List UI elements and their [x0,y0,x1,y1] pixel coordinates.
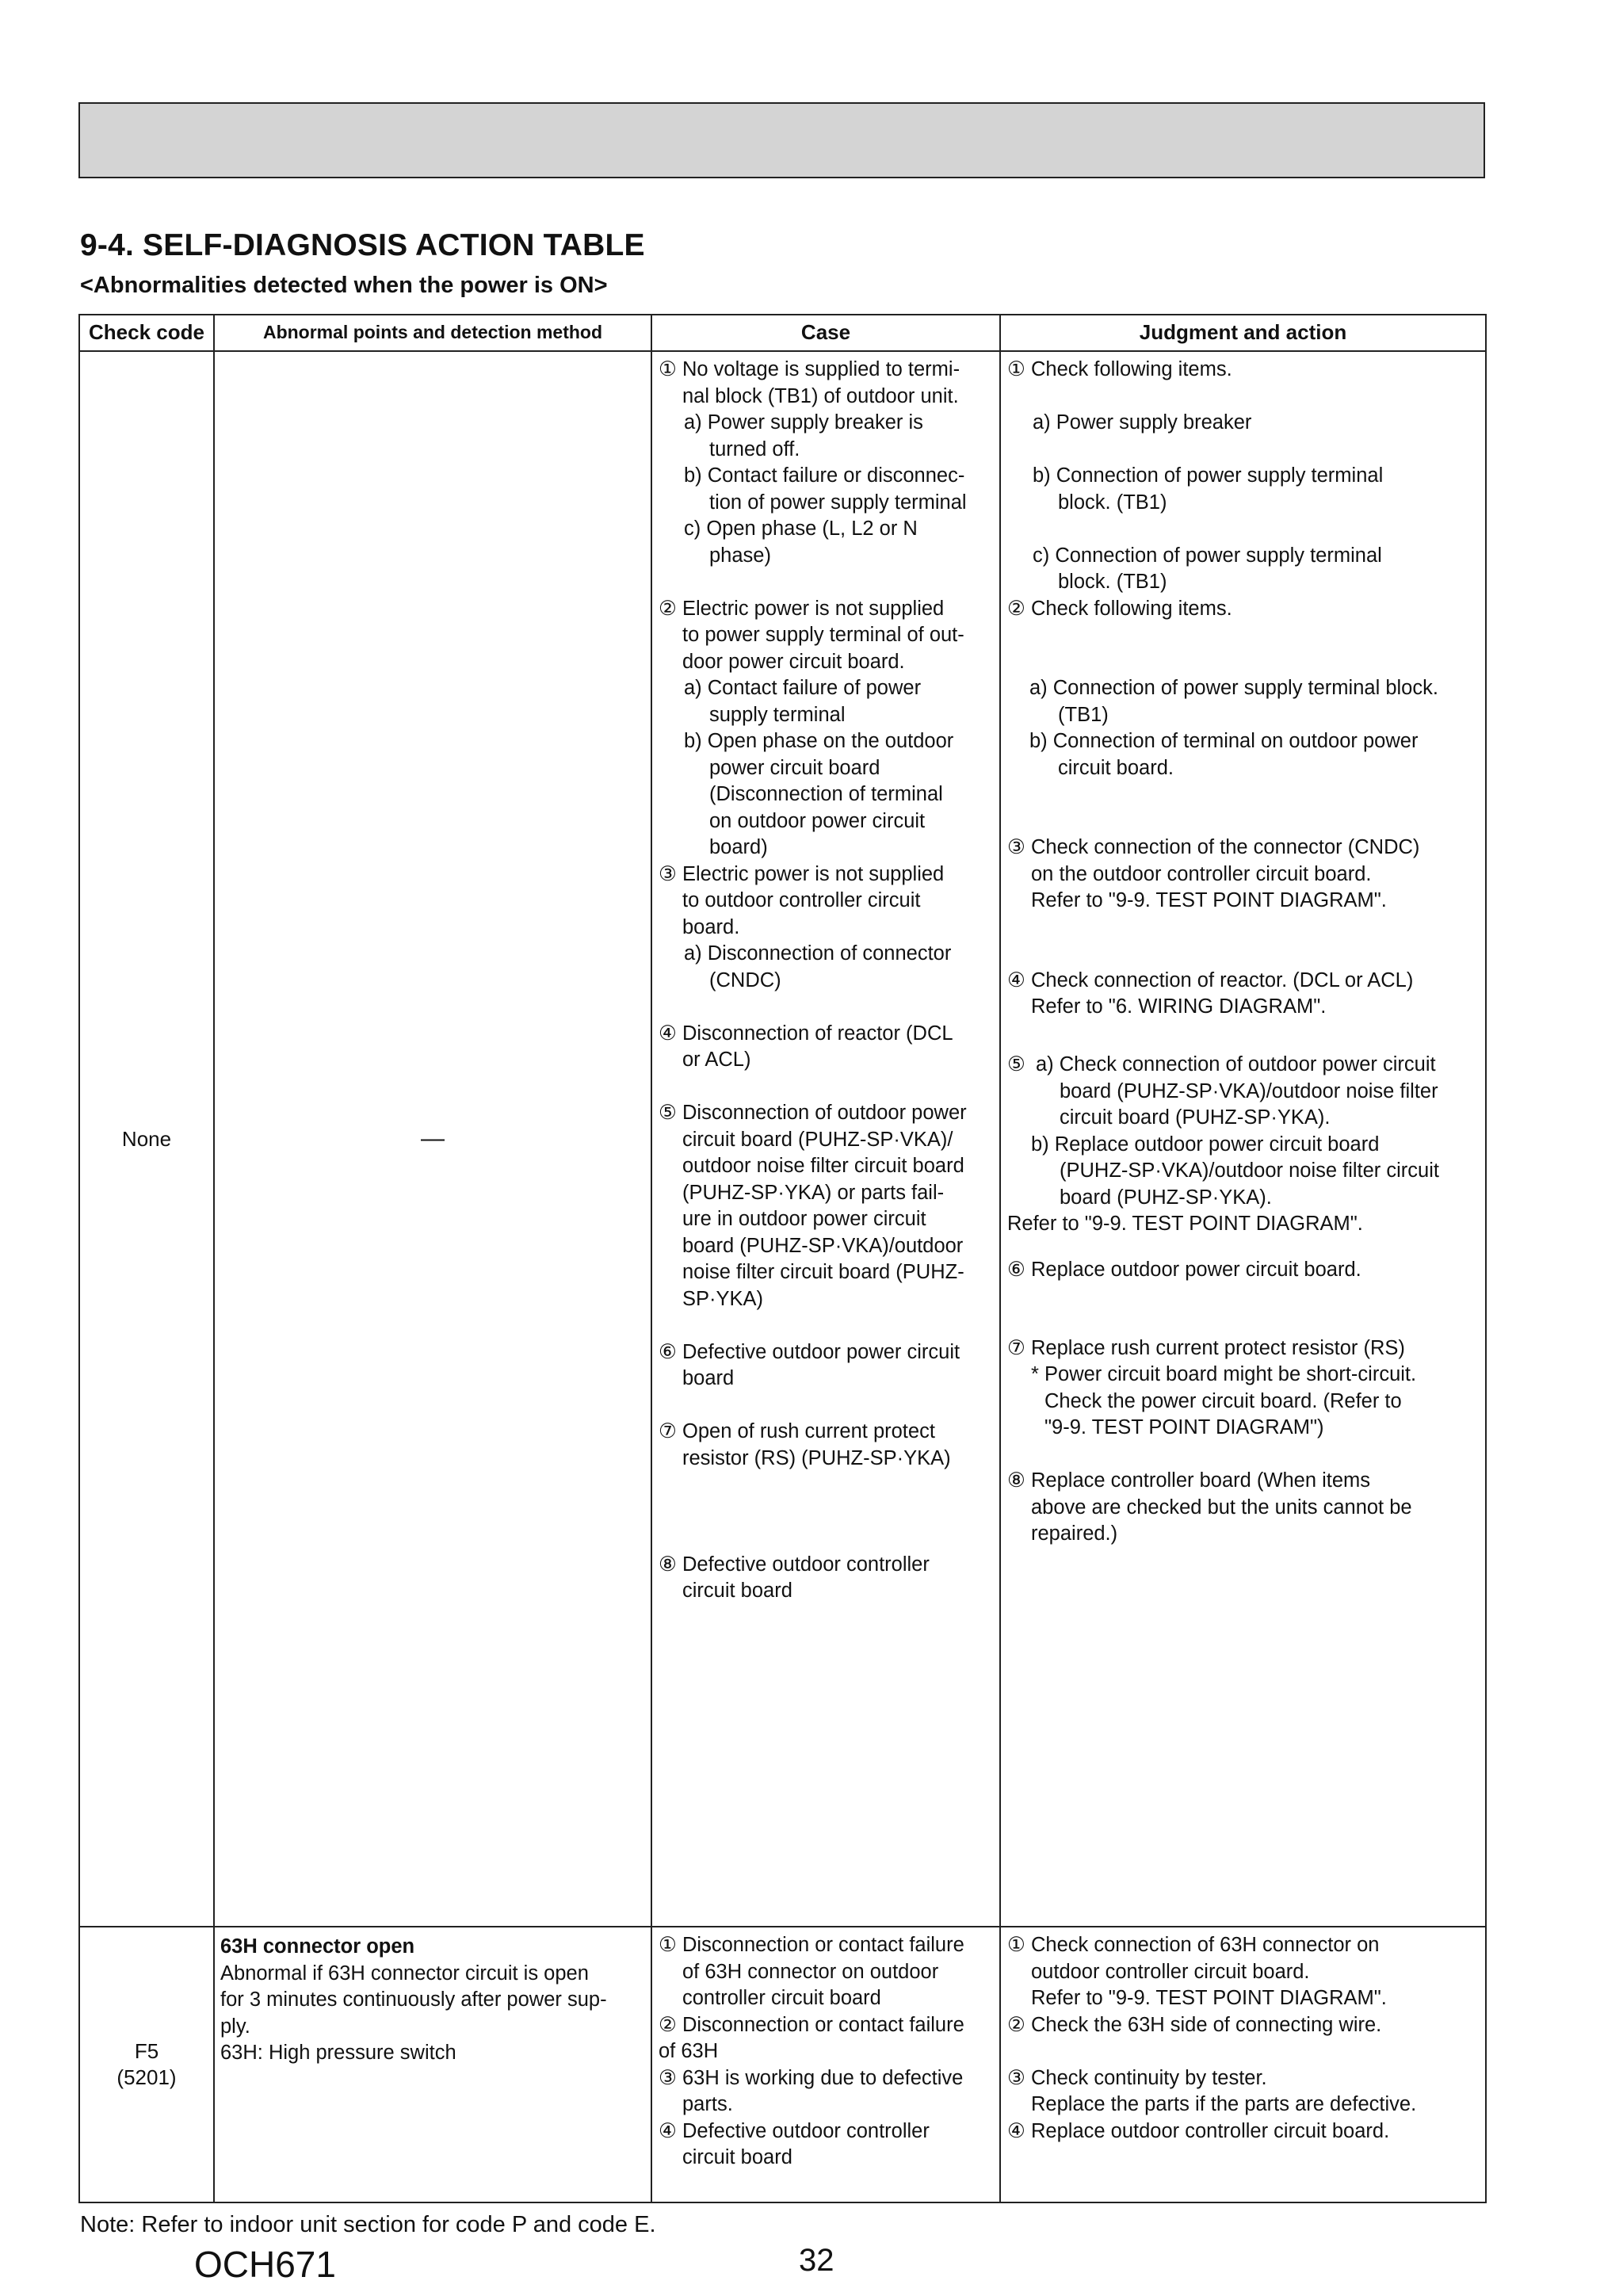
case-line: (PUHZ-SP·YKA) or parts fail- [682,1181,945,1204]
judgment-line: board (PUHZ-SP·YKA). [1060,1186,1272,1209]
judgment-line: c) Connection of power supply terminal [1033,544,1382,567]
case-line: c) Open phase (L, L2 or N [684,518,918,540]
case-item [659,1419,996,1472]
judgment-line: on the outdoor controller circuit board. [1031,862,1372,885]
judgment-item [1007,1257,1482,1284]
judgment-number: ⑦ [1007,1336,1025,1359]
judgment-number: ① [1007,1934,1025,1956]
case-line: Disconnection or contact failure [682,1934,964,1956]
abnormal-title: 63H connector open [220,1935,415,1958]
judgment-line: circuit board. [1058,756,1174,779]
case-line: circuit board (PUHZ-SP·VKA)/ [682,1128,953,1151]
case-cell [651,351,1000,1927]
table-row-f5 [79,1927,1486,2202]
judgment-line: (TB1) [1058,703,1109,726]
judgment-line: board (PUHZ-SP·VKA)/outdoor noise filter [1060,1079,1438,1102]
case-line: supply terminal [709,703,846,726]
case-number: ④ [659,2119,677,2142]
case-line: board. [682,915,740,938]
judgment-line: circuit board (PUHZ-SP·YKA). [1060,1106,1331,1129]
judgment-line: a) Power supply breaker [1033,411,1252,434]
case-subitem [659,516,996,569]
case-line: of 63H [659,2040,719,2062]
table-row-none [79,351,1486,1927]
judgment-item [1007,2065,1482,2118]
case-number: ① [659,1934,677,1956]
case-line: Electric power is not supplied [682,597,945,620]
case-number: ⑥ [659,1340,677,1363]
judgment-line: block. (TB1) [1058,491,1167,514]
case-item [659,2065,996,2118]
judgment-line: Check following items. [1031,597,1232,620]
abnormal-line: for 3 minutes continuously after power sup- [220,1988,607,2011]
case-item [659,2012,996,2065]
judgment-item [1007,1335,1482,1362]
judgment-subitem [1007,410,1482,437]
judgment-subitem [1007,1132,1482,1212]
footnote: Note: Refer to indoor unit section for code P and code E. [80,2212,656,2237]
judgment-item [1007,1468,1482,1548]
judgment-item [1007,1052,1482,1132]
case-line: controller circuit board [682,1987,881,2009]
case-item [659,861,996,942]
judgment-line: Check following items. [1031,358,1232,380]
judgment-line: block. (TB1) [1058,571,1167,593]
check-code-cell [79,351,214,1927]
case-item [659,1339,996,1392]
judgment-cell [1000,1927,1486,2202]
case-line: Disconnection of outdoor power [682,1102,967,1124]
case-line: Defective outdoor controller [682,1553,930,1576]
case-number: ② [659,597,677,620]
case-line: a) Contact failure of power [684,677,922,699]
judgment-line: a) Check connection of outdoor power circuit [1036,1053,1436,1075]
case-subitem [659,941,996,994]
case-line: Electric power is not supplied [682,862,945,885]
judgment-line: (PUHZ-SP·VKA)/outdoor noise filter circuit [1060,1159,1439,1182]
judgment-item [1007,1932,1482,2012]
judgment-line: above are checked but the units cannot be [1031,1496,1412,1519]
case-line: or ACL) [682,1049,751,1071]
check-code-cell [79,1927,214,2202]
case-line: b) Open phase on the outdoor [684,730,954,752]
case-line: resistor (RS) (PUHZ-SP·YKA) [682,1446,951,1469]
judgment-line: Replace rush current protect resistor (RS) [1031,1336,1405,1359]
check-code-sub: (5201) [116,2065,177,2089]
judgment-line: outdoor controller circuit board. [1031,1960,1310,1983]
judgment-number: ② [1007,2013,1025,2036]
case-item [659,1552,996,1605]
judgment-subitem [1007,543,1482,596]
judgment-number: ① [1007,358,1025,380]
case-line: (Disconnection of terminal [709,783,943,805]
case-line: SP·YKA) [682,1287,764,1310]
judgment-number: ⑥ [1007,1258,1025,1281]
judgment-line: Check connection of the connector (CNDC) [1031,836,1420,858]
header-check-code: Check code [79,315,214,351]
self-diagnosis-table [78,314,1487,2203]
case-line: a) Power supply breaker is [684,411,923,434]
table-header-row [79,315,1486,351]
judgment-line: b) Replace outdoor power circuit board [1031,1133,1380,1156]
case-line: to outdoor controller circuit [682,889,921,911]
case-item [659,1021,996,1074]
case-line: circuit board [682,2146,792,2168]
judgment-line: Check connection of reactor. (DCL or ACL) [1031,968,1414,991]
judgment-cell [1000,351,1486,1927]
judgment-number: ③ [1007,836,1025,858]
case-line: parts. [682,2093,733,2115]
case-item [659,596,996,676]
header-case: Case [651,315,1000,351]
case-subitem [659,463,996,516]
case-line: 63H is working due to defective [682,2066,964,2089]
case-line: Disconnection of reactor (DCL [682,1022,953,1045]
case-subitem [659,728,996,861]
judgment-number: ④ [1007,2119,1025,2142]
judgment-item [1007,596,1482,623]
judgment-line: Refer to "9-9. TEST POINT DIAGRAM". [1007,1213,1363,1235]
case-line: board) [709,836,768,858]
case-line: on outdoor power circuit [709,809,926,832]
case-number: ⑤ [659,1102,677,1124]
judgment-item [1007,968,1482,1021]
case-line: No voltage is supplied to termi- [682,358,960,380]
judgment-line: Check connection of 63H connector on [1031,1934,1380,1956]
judgment-line: Replace outdoor power circuit board. [1031,1258,1361,1281]
case-line: board (PUHZ-SP·VKA)/outdoor [682,1234,964,1257]
judgment-line: b) Connection of power supply terminal [1033,464,1384,487]
judgment-line: a) Connection of power supply terminal block. [1029,677,1438,699]
abnormal-line: Abnormal if 63H connector circuit is open [220,1962,589,1985]
case-line: Disconnection or contact failure [682,2013,964,2036]
abnormal-dash: — [421,1125,445,1152]
judgment-number: ③ [1007,2066,1025,2089]
case-line: of 63H connector on outdoor [682,1960,939,1983]
case-line: to power supply terminal of out- [682,624,964,646]
case-item [659,357,996,410]
judgment-item [1007,2012,1482,2039]
judgment-line: Replace the parts if the parts are defective. [1031,2093,1417,2115]
case-line: turned off. [709,437,800,460]
judgment-item [1007,835,1482,915]
check-code: None [121,1126,172,1151]
judgment-subitem [1007,1211,1482,1238]
case-item [659,2118,996,2172]
section-title: 9-4. SELF-DIAGNOSIS ACTION TABLE [80,228,645,262]
section-subtitle: <Abnormalities detected when the power is ON> [80,273,608,298]
case-line: outdoor noise filter circuit board [682,1155,964,1177]
case-line: power circuit board [709,756,880,779]
judgment-number: ⑧ [1007,1469,1025,1492]
judgment-line: b) Connection of terminal on outdoor power [1029,730,1419,752]
judgment-line: Check the power circuit board. (Refer to [1044,1389,1402,1412]
abnormal-cell [214,1927,651,2202]
judgment-line: Replace controller board (When items [1031,1469,1371,1492]
case-number: ③ [659,2066,677,2089]
case-number: ① [659,358,677,380]
judgment-subitem [1007,463,1482,516]
judgment-number: ④ [1007,968,1025,991]
case-number: ④ [659,1022,677,1045]
judgment-line: Check continuity by tester. [1031,2066,1267,2089]
case-line: Open of rush current protect [682,1420,935,1442]
case-line: circuit board [682,1580,792,1602]
judgment-line: Check the 63H side of connecting wire. [1031,2013,1382,2036]
case-line: noise filter circuit board (PUHZ- [682,1261,964,1283]
case-item [659,1100,996,1312]
judgment-line: Refer to "6. WIRING DIAGRAM". [1031,995,1327,1018]
abnormal-cell [214,351,651,1927]
header-judgment: Judgment and action [1000,315,1486,351]
judgment-item [1007,357,1482,384]
judgment-item [1007,2118,1482,2145]
abnormal-line: 63H: High pressure switch [220,2042,456,2064]
header-bar [78,102,1485,178]
case-number: ⑦ [659,1420,677,1442]
judgment-line: Refer to "9-9. TEST POINT DIAGRAM". [1031,1987,1387,2009]
judgment-number: ⑤ [1007,1053,1025,1075]
judgment-line: Replace outdoor controller circuit board. [1031,2119,1390,2142]
judgment-line: Refer to "9-9. TEST POINT DIAGRAM". [1031,889,1387,911]
case-cell [651,1927,1000,2202]
judgment-number: ② [1007,597,1025,620]
case-line: ure in outdoor power circuit [682,1208,926,1230]
case-line: phase) [709,544,771,567]
case-line: Defective outdoor power circuit [682,1340,960,1363]
judgment-subitem [1007,675,1482,728]
case-line: (CNDC) [709,968,781,991]
case-line: door power circuit board. [682,650,905,673]
case-subitem [659,675,996,728]
check-code: F5 [134,2039,159,2063]
case-subitem [659,410,996,463]
page-number: 32 [799,2243,834,2278]
model-code: OCH671 [194,2244,336,2285]
case-number: ② [659,2013,677,2036]
case-number: ⑧ [659,1553,677,1576]
judgment-subitem [1007,728,1482,781]
case-line: a) Disconnection of connector [684,942,952,965]
judgment-subitem [1007,1362,1482,1442]
case-number: ③ [659,862,677,885]
judgment-line: * Power circuit board might be short-circuit. [1031,1363,1417,1385]
header-abnormal-points: Abnormal points and detection method [214,315,651,351]
judgment-line: "9-9. TEST POINT DIAGRAM") [1044,1416,1324,1438]
case-item [659,1932,996,2012]
case-line: b) Contact failure or disconnec- [684,464,965,487]
case-line: tion of power supply terminal [709,491,967,514]
judgment-line: repaired.) [1031,1522,1118,1545]
case-line: board [682,1367,735,1389]
case-line: nal block (TB1) of outdoor unit. [682,384,959,407]
abnormal-line: ply. [220,2015,250,2038]
case-line: Defective outdoor controller [682,2119,930,2142]
